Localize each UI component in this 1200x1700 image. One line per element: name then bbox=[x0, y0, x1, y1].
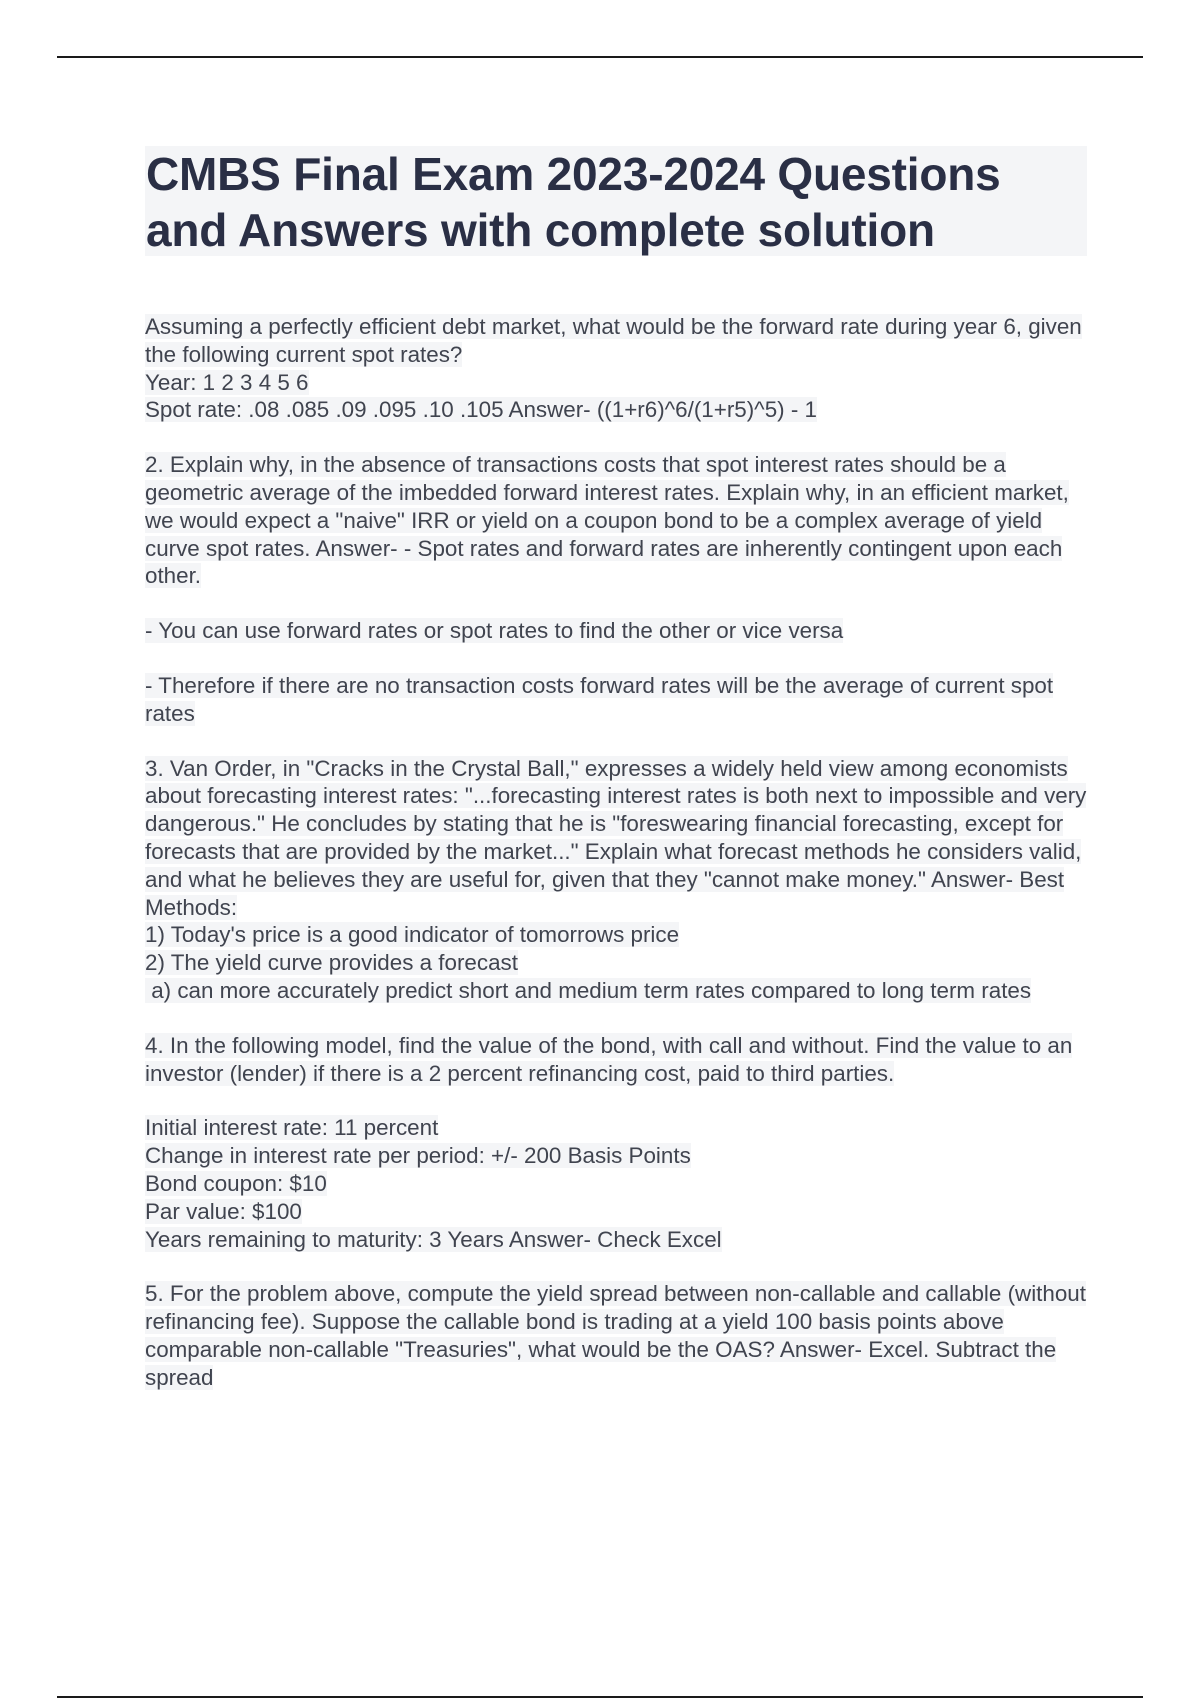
question-1-years bbox=[145, 369, 1095, 397]
list-subitem: a) can more accurately predict short and medium term rates compared to long term rates bbox=[145, 977, 1032, 1003]
spacer bbox=[145, 1253, 1095, 1280]
question-4 bbox=[145, 1032, 1095, 1088]
spacer bbox=[145, 728, 1095, 755]
spacer bbox=[145, 424, 1095, 451]
year-line: Year: 1 2 3 4 5 6 bbox=[145, 369, 309, 395]
list-item: 1) Today's price is a good indicator of tomorrows price bbox=[145, 922, 680, 948]
model-line: Years remaining to maturity: 3 Years Answer- Check Excel bbox=[145, 1226, 722, 1252]
answer-3-item-1 bbox=[145, 921, 1095, 949]
spot-rate-line: Spot rate: .08 .085 .09 .095 .10 .105 Answer- ((1+r6)^6/(1+r5)^5) - 1 bbox=[145, 397, 817, 423]
question-5-text: 5. For the problem above, compute the yield spread between non-callable and callable (without refinancing fee). Suppose the callable bond is trading at a yield 100 basis points above comparable non-callable "Treasuries", what would be the OAS? Answer- Excel. Subtract the spread bbox=[145, 1281, 1086, 1390]
spacer bbox=[145, 645, 1095, 672]
answer-3-item-2a bbox=[145, 977, 1095, 1005]
list-item: 2) The yield curve provides a forecast bbox=[145, 950, 518, 976]
question-1-text: Assuming a perfectly efficient debt market, what would be the forward rate during year 6, given the following current spot rates? bbox=[145, 314, 1082, 367]
question-4-text: 4. In the following model, find the value of the bond, with call and without. Find the value to an investor (lender) if there is a 2 percent refinancing cost, paid to third parties. bbox=[145, 1032, 1073, 1086]
model-line-3 bbox=[145, 1170, 1095, 1198]
question-1-spot bbox=[145, 396, 1095, 424]
bullet-text: - Therefore if there are no transaction costs forward rates will be the average of current spot rates bbox=[145, 672, 1054, 726]
model-line: Bond coupon: $10 bbox=[145, 1170, 327, 1196]
title-block bbox=[145, 146, 1087, 256]
question-2 bbox=[145, 451, 1095, 590]
answer-3-item-2 bbox=[145, 949, 1095, 977]
bullet-text: - You can use forward rates or spot rates to find the other or vice versa bbox=[145, 618, 844, 644]
top-rule bbox=[57, 56, 1143, 58]
document-body bbox=[145, 313, 1095, 1392]
model-line: Change in interest rate per period: +/- 200 Basis Points bbox=[145, 1143, 691, 1169]
answer-2-bullet-1 bbox=[145, 617, 1095, 645]
question-5 bbox=[145, 1280, 1095, 1391]
document-title: CMBS Final Exam 2023-2024 Questions and Answers with complete solution bbox=[146, 148, 1001, 256]
model-line-4 bbox=[145, 1198, 1095, 1226]
bottom-rule bbox=[57, 1696, 1143, 1698]
spacer bbox=[145, 1005, 1095, 1032]
question-3-text: 3. Van Order, in "Cracks in the Crystal Ball," expresses a widely held view among economists about forecasting interest rates: "...forecasting interest rates is both next to impossible and very dangerous." He concludes by stating that he is "foreswearing financial forecasting, except for forecasts that are provided by the market..." Explain what forecast methods he considers valid, and what he believes they are useful for, given that they "cannot make money." Answer- Best Methods: bbox=[145, 755, 1087, 920]
question-2-text: 2. Explain why, in the absence of transactions costs that spot interest rates should be a geometric average of the imbedded forward interest rates. Explain why, in an efficient market, we would expect a "naive" IRR or yield on a coupon bond to be a complex average of yield curve spot rates. Answer- - Spot rates and forward rates are inherently contingent upon each other. bbox=[145, 452, 1069, 589]
model-line: Par value: $100 bbox=[145, 1198, 302, 1224]
model-line-1 bbox=[145, 1114, 1095, 1142]
spacer bbox=[145, 590, 1095, 617]
model-line: Initial interest rate: 11 percent bbox=[145, 1115, 439, 1141]
question-3 bbox=[145, 755, 1095, 922]
model-line-2 bbox=[145, 1142, 1095, 1170]
question-1 bbox=[145, 313, 1095, 369]
answer-2-bullet-2 bbox=[145, 672, 1095, 728]
model-line-5 bbox=[145, 1226, 1095, 1254]
spacer bbox=[145, 1087, 1095, 1114]
